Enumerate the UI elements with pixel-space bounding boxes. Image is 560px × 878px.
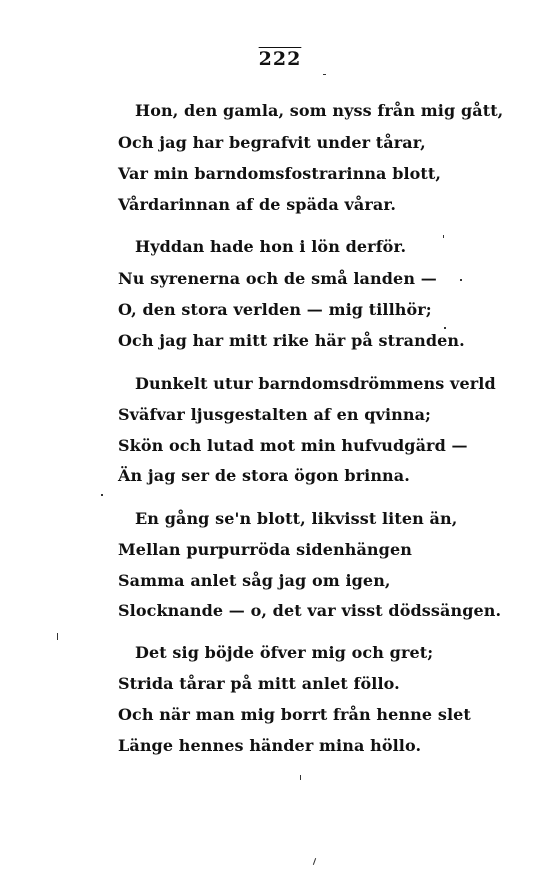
stanza-5-line-2: Strida tårar på mitt anlet föllo. <box>118 674 400 693</box>
stanza-3-line-1: Dunkelt utur barndomsdrömmens verld <box>135 374 496 393</box>
stanza-5-line-1: Det sig böjde öfver mig och gret; <box>135 643 434 662</box>
stanza-3-line-2: Sväfvar ljusgestalten af en qvinna; <box>118 405 432 424</box>
stanza-2-line-3: O, den stora verlden — mig tillhör; <box>118 300 432 319</box>
stanza-1-line-2: Och jag har begrafvit under tårar, <box>118 133 426 152</box>
scan-speck <box>313 858 316 865</box>
scan-speck <box>443 235 444 238</box>
stanza-1-line-1: Hon, den gamla, som nyss från mig gått, <box>135 101 504 120</box>
scan-speck <box>444 327 446 329</box>
scan-speck <box>101 494 103 496</box>
page-number: 222 <box>258 48 302 70</box>
scan-speck <box>300 775 301 780</box>
stanza-1-line-3: Var min barndomsfostrarinna blott, <box>118 164 442 183</box>
stanza-2-line-2: Nu syrenerna och de små landen — <box>118 269 437 288</box>
stanza-4-line-2: Mellan purpurröda sidenhängen <box>118 540 412 559</box>
scan-speck <box>460 279 462 281</box>
stanza-3-line-4: Än jag ser de stora ögon brinna. <box>118 466 410 485</box>
stanza-5-line-3: Och när man mig borrt från henne slet <box>118 705 471 724</box>
stanza-3-line-3: Skön och lutad mot min hufvudgärd — <box>118 436 468 455</box>
scan-speck <box>323 74 326 75</box>
stanza-4-line-3: Samma anlet såg jag om igen, <box>118 571 391 590</box>
stanza-4-line-4: Slocknande — o, det var visst dödssängen. <box>118 601 502 620</box>
scan-speck <box>57 633 58 640</box>
stanza-2-line-1: Hyddan hade hon i lön derför. <box>135 237 407 256</box>
stanza-1-line-4: Vårdarinnan af de späda vårar. <box>118 195 397 214</box>
stanza-5-line-4: Länge hennes händer mina höllo. <box>118 736 422 755</box>
stanza-2-line-4: Och jag har mitt rike här på stranden. <box>118 331 465 350</box>
stanza-4-line-1: En gång se'n blott, likvisst liten än, <box>135 509 458 528</box>
